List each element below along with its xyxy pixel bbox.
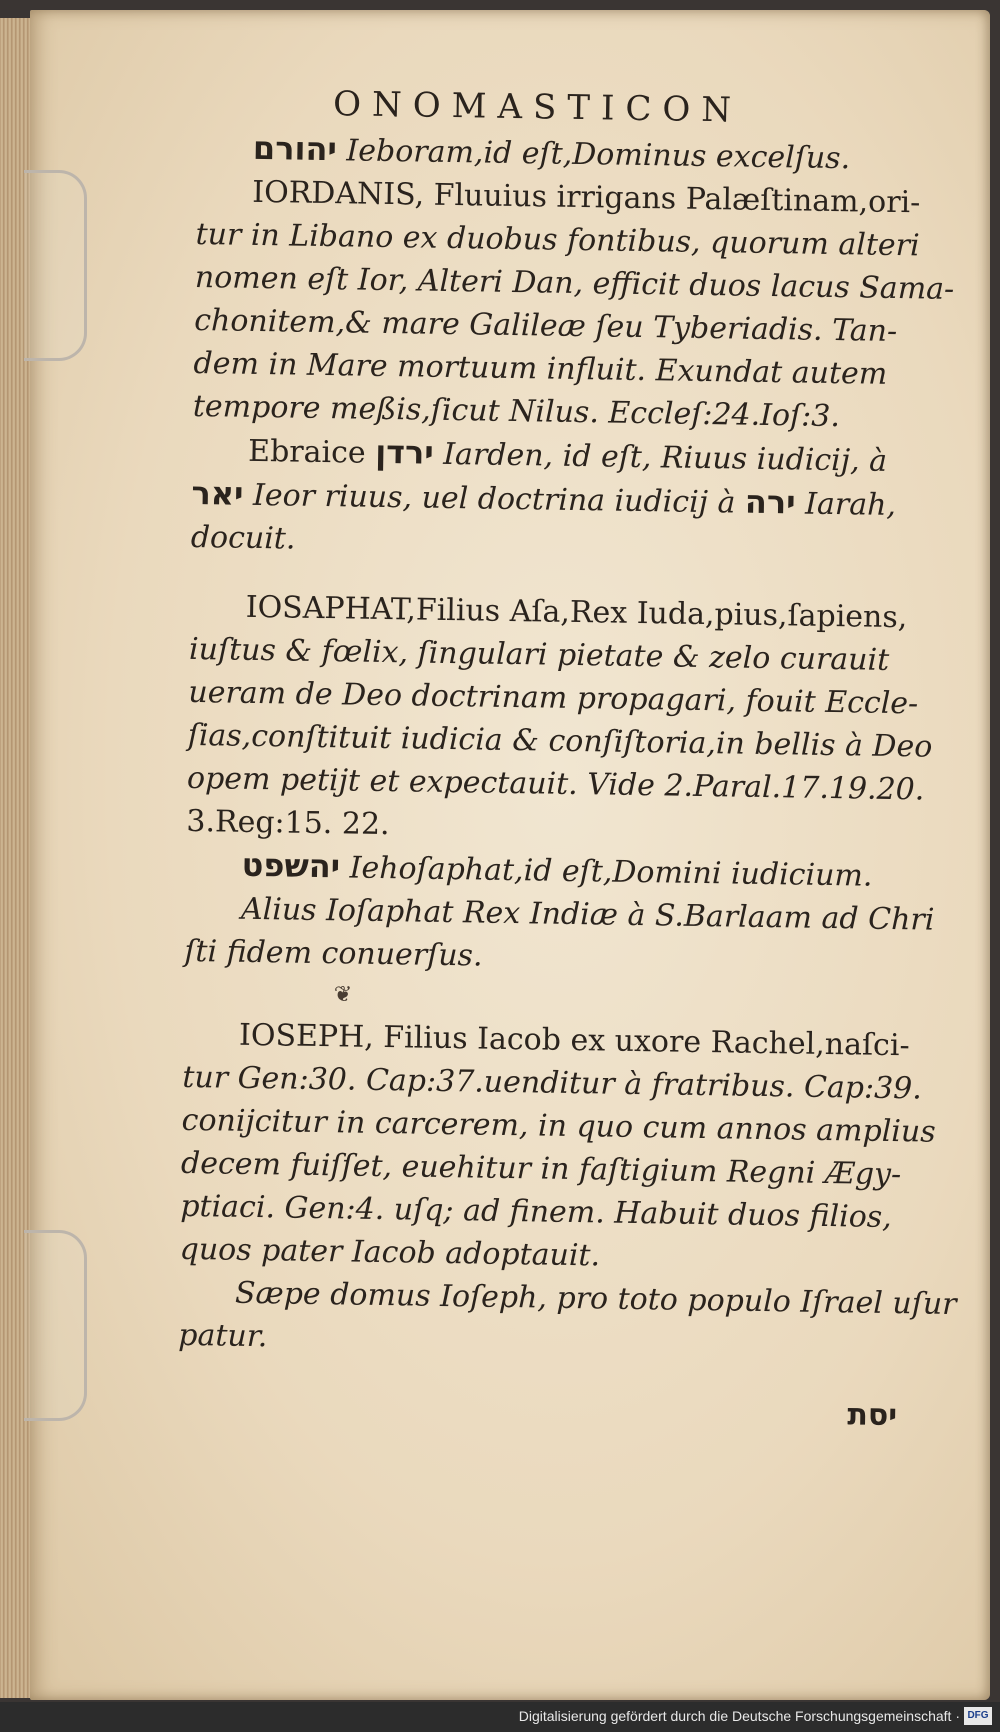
digitization-credit: Digitalisierung gefördert durch die Deutsche Forschungsgemeinschaft · bbox=[518, 1708, 960, 1724]
text-lines bbox=[178, 126, 957, 1369]
line-text: Ieor riuus, uel doctrina iudicij à bbox=[243, 477, 746, 521]
footer-bar bbox=[0, 1702, 1000, 1732]
line-text: IOSAPHAT,Filius Aſa,Rex Iuda,pius,ſapiens, bbox=[245, 589, 908, 636]
line-text: ſias,conſtituit iudicia & conſiſtoria,in bellis à Deo bbox=[187, 717, 933, 765]
line-text: 3.Reg:15. 22. bbox=[186, 803, 390, 843]
hebrew-word: יהשפט bbox=[241, 845, 341, 886]
book-clip-top bbox=[24, 170, 87, 361]
book-clip-bottom bbox=[24, 1230, 87, 1421]
line-text: tur in Libano ex duobus fontibus, quorum alteri bbox=[195, 216, 920, 264]
fleuron-ornament-icon: ❦ bbox=[333, 982, 353, 1008]
line-text: ueram de Deo doctrinam propagari, fouit Eccle- bbox=[188, 674, 919, 722]
line-text: decem fuiſſet, euehitur in faſtigium Regni Ægy- bbox=[180, 1145, 902, 1193]
line-text: Alius Ioſaphat Rex Indiæ à S.Barlaam ad Chri bbox=[240, 891, 935, 938]
line-text: ſti fidem conuerſus. bbox=[184, 933, 483, 974]
line-text: Iarden, id eſt, Riuus iudicij, à bbox=[433, 436, 888, 479]
line-text: quos pater Iacob adoptauit. bbox=[179, 1231, 601, 1274]
line-text: Sæpe domus Ioſeph, pro toto populo Iſrael uſur bbox=[234, 1275, 957, 1323]
line-text: conijcitur in carcerem, in quo cum annos amplius bbox=[181, 1102, 936, 1150]
line-prefix: Ebraice bbox=[247, 433, 376, 471]
line-text: ptiaci. Gen:4. uſq; ad finem. Habuit duos filios, bbox=[180, 1188, 893, 1236]
line-text: tur Gen:30. Cap:37.uenditur à fratribus. Cap:39. bbox=[182, 1059, 923, 1107]
hebrew-word: ירדן bbox=[374, 432, 435, 472]
line-text: dem in Mare mortuum influit. Exundat autem bbox=[193, 345, 888, 392]
page-text-block bbox=[177, 82, 958, 1434]
catchword: יסת bbox=[847, 1397, 898, 1434]
line-text: docuit. bbox=[190, 519, 296, 557]
dfg-logo-icon: DFG bbox=[964, 1707, 992, 1725]
running-head: ONOMASTICON bbox=[332, 84, 743, 131]
hebrew-word: יאר bbox=[191, 473, 244, 513]
line-text: patur. bbox=[178, 1317, 268, 1355]
line-text: IORDANIS, Fluuius irrigans Palæſtinam,ori- bbox=[251, 174, 921, 221]
line-suffix: Iarah, bbox=[795, 486, 897, 524]
line-text: Iehoſaphat,id eſt,Domini iudicium. bbox=[339, 850, 873, 894]
line-text: chonitem,& mare Galileæ ſeu Tyberiadis. Tan- bbox=[193, 302, 898, 350]
line-text: iuſtus & fœlix, ſingulari pietate & zelo curauit bbox=[188, 631, 890, 678]
line-text: Ieboram,id eſt,Dominus excelſus. bbox=[336, 133, 851, 177]
line-text: opem petijt et expectauit. Vide 2.Paral.17.19.20. bbox=[186, 760, 925, 808]
line-text: IOSEPH, Filius Iacob ex uxore Rachel,naſci- bbox=[238, 1017, 910, 1064]
hebrew-word: יהורם bbox=[252, 128, 338, 169]
line-text: tempore meßis,ſicut Nilus. Eccleſ:24.Ioſ:3. bbox=[192, 388, 841, 435]
line-text: nomen eſt Ior, Alteri Dan, efficit duos lacus Sama- bbox=[194, 259, 955, 307]
hebrew-word: ירה bbox=[744, 482, 796, 522]
